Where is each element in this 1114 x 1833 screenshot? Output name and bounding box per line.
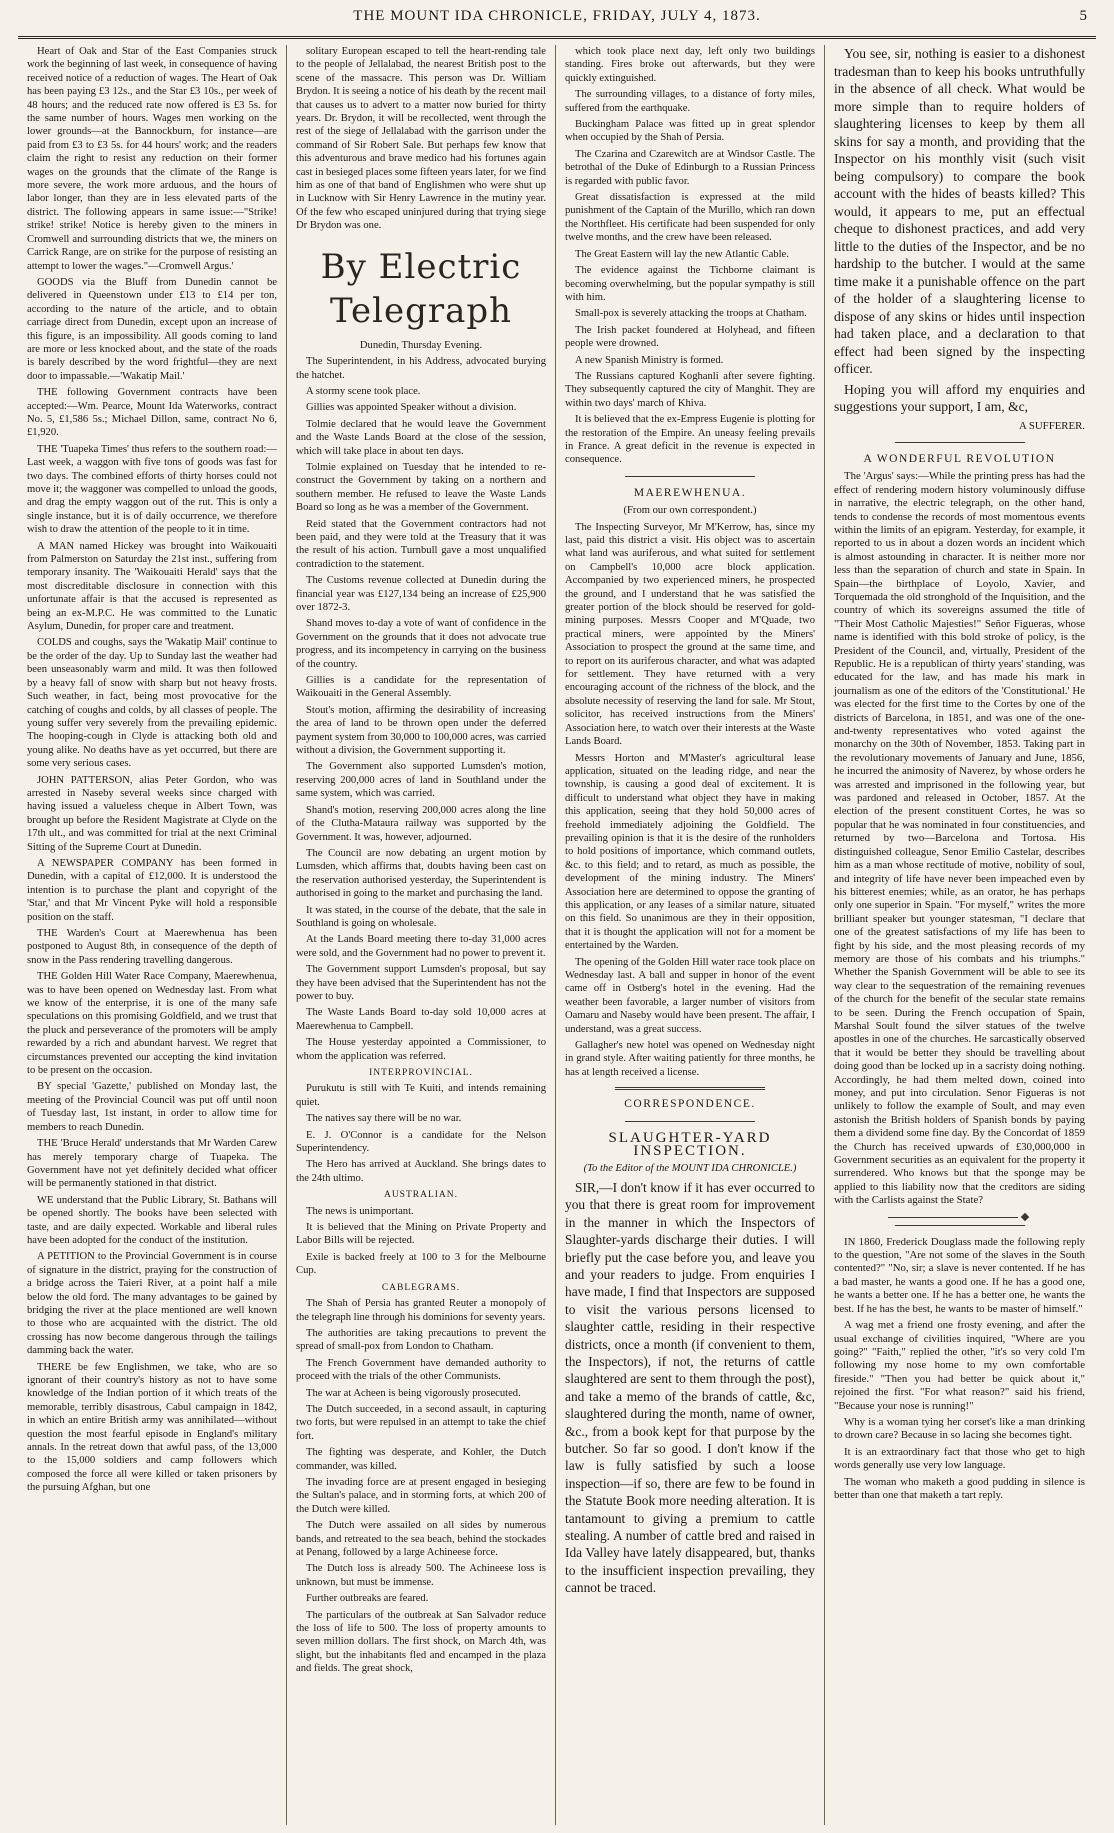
article-paragraph: Gallagher's new hotel was opened on Wednesday night in grand style. After waiting patiently for three months, he has at length received a license. [565, 1040, 815, 1078]
subsection-heading: AUSTRALIAN. [383, 1190, 459, 1201]
news-item: The Shah of Persia has granted Reuter a monopoly of the telegraph line through his dominions for seventy years. [296, 1298, 546, 1323]
article-paragraph: THE 'Tuapeka Times' thus refers to the southern road:—Last week, a waggon with five tons of goods was fast for two days. The combined efforts of thirty horses could not move it; the waggoner was compelled to unload the goods, and drag the empty waggon out of the rut. This is only a single instance, but it is of daily occurrence, we therefore wish to draw the attention of the people to it in time. [27, 443, 277, 536]
news-item: The invading force are at present engaged in besieging the Sultan's palace, and in storming forts, at which 200 of the Dutch were killed. [296, 1476, 546, 1515]
article-paragraph: The 'Argus' says:—While the printing press has had the effect of rendering modern history voluminously diffuse in narrative, the electric telegraph, on the other hand, tends to condense the records of most momentous events within the limits of an epigram. Yesterday, for example, it reported to us in about a dozen words an incident which is almost astounding in character. It is neither more nor less than the separation of church and state in Spain. In Spain—the birthplace of Loyolo, Xavier, and Torquemada the old stronghold of the Inquisition, and the country of which its sovereigns assumed the title of "Their Most Catholic Majesties!" Señor Figueras, whose name is identified with this bold stroke of policy, is the President of the Council, and, virtually, President of the Republic. He is a republican of thirty years' standing, was educated for the law, and has made his mark in journalism as one of the editors of the 'Constitutional.' He was elected for the first time to the Cortes by one of the districts of Barcelona, in 1851, and was one of the one-and-twenty representatives who voted against the monarchy on the 30th of November, 1853. Taking part in the revolutionary movements of January and June, 1856, he incurred the animosity of Naverez, by whose orders he was arrested and imprisoned in the following year, but was pardoned and released in October, 1857. At the election of the present constituent Cortes, he was so popular that he was nominated in four constituencies, and returned by two—Barcelona and Tortosa. His distinguished colleague, Senor Emilio Castelar, describes him as a man whose rectitude of motive, nobility of soul, and integrity of life have never been impeached even by his bitterest enemies; while, as an orator, he has perhaps only one superior in Spain. "For myself," writes the more brilliant speaker but younger statesman, "I declare that one of the greatest satisfactions of my life has been to fight by his side, and the most pleasing records of my memory are those of his combats and his triumphs." Whether the Spanish Government will be able to see its way clear to the sequestration of the remaining revenues of the church for the benefit of the secular state remains to be seen. During the French occupation of Spain, Marshal Soult found the silver statues of the twelve apostles in one of the churches. He sarcastically observed that it would be better they should be travelling about doing good than be locked up in a sacristy doing nothing. Accordingly, he had them melted down, coined into money, and put into circulation. Senor Figueras is not unlikely to follow the example of Soult, and may even astonish the British holders of Spanish bonds by paying them a dividend some fine day. By the Concordat of 1859 the Church has received upwards of £30,000,000 in Government securities as an equivalent for the property it surrendered. Who knows but that the sponge may be applied to this liability now that the creditors are siding with the Carlists against the State? [834, 470, 1085, 1207]
article-paragraph: IN 1860, Frederick Douglass made the following reply to the question, "Are not some of the slaves in the South contented?" "No, sir; a slave is never contented. If he has a bad master, he wants a good one. If he has a good one, he wants a better one. If he has a better one, he wants the best. If he has the best, he wants to be master of himself." [834, 1235, 1085, 1315]
news-item: Shand moves to-day a vote of want of confidence in the Government on the grounds that it does not advocate true progress, and its incompetency in carrying on the business of the country. [296, 618, 546, 670]
news-item: The evidence against the Tichborne claimant is becoming overwhelming, but the popular sympathy is still with him. [565, 265, 815, 303]
news-item: Small-pox is severely attacking the troops at Chatham. [575, 308, 807, 320]
news-item: Shand's motion, reserving 200,000 acres along the line of the Clutha-Mataura railway was supported by the Government. It was, however, adjourned. [296, 804, 546, 843]
news-item: Tolmie explained on Tuesday that he intended to re-construct the Government by taking on a northern and southern member. He refused to leave the Waste Lands Board so long as he was a member of the Government. [296, 461, 546, 514]
article-paragraph: THE Golden Hill Water Race Company, Maerewhenua, was to have been opened on Wednesday last. From what we know of the enterprise, it is one of the many safe speculations on this promising Goldfield, and we trust that the pluck and perseverance of the promoters will be amply rewarded by a rich and abundant harvest. We regret that circumstances prevented our accepting the kind invitation to be present on the occasion. [27, 971, 277, 1077]
subsection-heading: CABLEGRAMS. [381, 1282, 461, 1293]
article-paragraph: THE 'Bruce Herald' understands that Mr Warden Carew has merely temporary charge of Tuapeka. The Government have not yet definitely decided what officer will be permanently stationed in that district. [27, 1138, 277, 1190]
article-paragraph: JOHN PATTERSON, alias Peter Gordon, who was arrested in Naseby several weeks since charged with having issued a valueless cheque in Albert Town, was brought up before the Resident Magistrate at Clyde on the 17th ult., and was committed for trial at the next Criminal Sitting of the Supreme Court at Dunedin. [27, 774, 277, 853]
news-item: The Waste Lands Board to-day sold 10,000 acres at Maerewhenua to Campbell. [296, 1007, 546, 1032]
column-3 [556, 45, 825, 1825]
section-divider [565, 473, 815, 481]
news-item: It is believed that the Mining on Private Property and Labor Bills will be rejected. [296, 1222, 546, 1247]
article-paragraph: COLDS and coughs, says the 'Wakatip Mail' continue to be the order of the day. Up to Sunday last the weather had been unseasonably warm and mild. It was then followed by a heavy fall of snow with sharp but not heavy frosts. Such weather, in fact, being most provocative for the catching of coughs and colds, by all classes of people. The young suffer very severely from the prevailing epidemic. The hooping-cough in Clyde is attacking both old and young alike. No deaths have as yet occurred, but there are some very serious cases. [27, 637, 277, 770]
masthead-title: THE MOUNT IDA CHRONICLE, FRIDAY, JULY 4, 1873. [353, 8, 761, 24]
article-paragraph: A PETITION to the Provincial Government is in course of signature in the district, praying for the construction of a bridge across the Taieri River, at a point half a mile below the old ford. The many advantages to be gained by bridging the river at the place mentioned are well known to those who are acquainted with the district. The old crossing has now become dangerous through the tailings damming back the water. [27, 1251, 277, 1357]
article-paragraph: The opening of the Golden Hill water race took place on Wednesday last. A ball and supper in honor of the event came off in Ostberg's hotel in the evening. Had the weather been favorable, a larger number of visitors from Oamaru and Naseby would have been present. The affair, I understand, was a great success. [565, 956, 815, 1035]
subsection-heading: INTERPROVINCIAL. [369, 1068, 473, 1078]
column-2 [287, 45, 556, 1825]
news-item: The Russians captured Koghanli after severe fighting. They subsequently captured the city of Manghit. They are within two days' march of Khiva. [565, 370, 815, 409]
news-item: Stout's motion, affirming the desirability of increasing the area of land to be thrown open under the deferred payment system from 30,000 to 100,000 acres, was carried without a division, the Government supporting it. [296, 704, 546, 757]
article-paragraph: A NEWSPAPER COMPANY has been formed in Dunedin, with a capital of £12,000. It is understood the intention is to purchase the plant and copyright of the 'Star,' and that Mr Vincent Pyke will hold a responsible position on the staff. [27, 857, 277, 923]
article-paragraph: The woman who maketh a good pudding in silence is better than one that maketh a tart reply. [834, 1475, 1085, 1501]
news-item: The news is unimportant. [306, 1205, 414, 1217]
article-paragraph: THE following Government contracts have been accepted:—Wm. Pearce, Mount Ida Waterworks, contract No. 5, £1,586 5s.; Michael Dillon, same, contract No 6, £1,920. [27, 387, 277, 439]
news-item: Purukutu is still with Te Kuiti, and intends remaining quiet. [296, 1083, 546, 1108]
section-divider [565, 1118, 815, 1126]
article-paragraph: Why is a woman tying her corset's like a man drinking to drown care? Because in so lacing she becomes tight. [834, 1415, 1085, 1442]
news-item: Gillies was appointed Speaker without a division. [306, 402, 517, 414]
news-item: Exile is backed freely at 100 to 3 for the Melbourne Cup. [296, 1251, 546, 1277]
article-paragraph: WE understand that the Public Library, St. Bathans will be opened shortly. The books have been selected with taste, and are daily expected. Workable and liberal rules have been adopted for the conduct of the institution. [27, 1194, 277, 1246]
news-item: The war at Acheen is being vigorously prosecuted. [306, 1387, 521, 1399]
columns [18, 45, 1096, 1825]
news-item: A stormy scene took place. [306, 385, 421, 397]
letter-signature: A SUFFERER. [1018, 419, 1085, 432]
news-item: The Government support Lumsden's proposal, but say they have been advised that the Superintendent has not the power to buy. [296, 964, 546, 1002]
section-heading: MAEREWHENUA. [633, 486, 747, 499]
section-divider [834, 439, 1085, 447]
news-item: Gillies is a candidate for the representation of Waikouaiti in the General Assembly. [296, 675, 546, 700]
news-item: Great dissatisfaction is expressed at the mild punishment of the Captain of the Murillo, which ran down the Northfleet. His certificate had been suspended for only twelve months, and the crew have been released. [565, 192, 815, 244]
news-item: The Dutch succeeded, in a second assault, in capturing two forts, but were repulsed in an attempt to take the chief fort. [296, 1403, 546, 1442]
news-item: Further outbreaks are feared. [306, 1593, 429, 1605]
news-item: It was stated, in the course of the debate, that the sale in Southland is going on wholesale. [296, 904, 546, 929]
news-item: The Great Eastern will lay the new Atlantic Cable. [575, 248, 789, 260]
article-paragraph: THERE be few Englishmen, we take, who are so ignorant of their country's history as not to have some knowledge of the Indian portion of it which treats of the memorable, terribly disastrous, Cabul campaign in 1842, in which an entire British army was annihilated—without question the most fearful episode in England's military annals. In the retreat down that awful pass, of the 13,000 to the 15,000 soldiers and camp followers which composed the force all were killed or taken prisoners by the pursuing Afghan, but one [27, 1361, 277, 1494]
news-item: Reid stated that the Government contractors had not been paid, and they were told at the Treasury that it was the result of his action. Turnbull gave a most unqualified contradiction to the statement. [296, 518, 546, 570]
news-item: Tolmie declared that he would leave the Government and the Waste Lands Board at the close of the session, which will take place in about ten days. [296, 418, 546, 457]
section-divider [615, 1087, 765, 1090]
news-item: The Czarina and Czarewitch are at Windsor Castle. The betrothal of the Duke of Edinburgh to a Russian Princess is regarded with public favor. [565, 148, 815, 187]
news-item: The Superintendent, in his Address, advocated burying the hatchet. [296, 356, 546, 381]
column-1 [18, 45, 287, 1825]
news-item: The Council are now debating an urgent motion by Lumsden, which affirms that, doubts having been cast on the reservation authorised yesterday, the Superintendent is authorised in going to the market and purchasing the land. [296, 847, 546, 900]
article-paragraph: GOODS via the Bluff from Dunedin cannot be delivered in Queenstown under £13 to £14 per ton, according to the nature of the article, and to obtain carriage direct from Dunedin, except upon an increase of this figure, is an impossibility. All goods coming to land are more or less knocked about, and the state of the roads is barely described by the word frightful—they are next door to impassable.—'Wakatip Mail.' [27, 276, 277, 382]
news-item: The Customs revenue collected at Dunedin during the financial year was £127,134 being an increase of £25,900 over 1872-3. [296, 575, 546, 613]
section-heading: CORRESPONDENCE. [624, 1098, 756, 1111]
letter-paragraph: SIR,—I don't know if it has ever occurred to you that there is great room for improvement in the manner in which the Inspectors of Slaughter-yards discharge their duties. I will briefly put the case before you, and leave you and your readers to judge. From enquiries I have made, I find that Inspectors are supposed to visit the various persons licensed to slaughter cattle, residing in their respective districts, once a month (if convenient to them, the Inspectors), if not, the returns of cattle slaughtered are sent to them through the post), and take a memo of the brands of cattle, &c, slaughtered during the month, name of owner, &c., from a book kept for that purpose by the butcher. So far so good. I don't know if the law is fully satisfied by such a loose inspection—if so, there are few to be found in the Statute Book more needing alteration. It is tantamount to giving a premium to cattle stealing. A number of cattle bred and raised in Ida Valley have lately disappeared, but, thanks to the insufficient inspection prevailing, they cannot be traced. [565, 1179, 815, 1596]
news-item: The fighting was desperate, and Kohler, the Dutch commander, was killed. [296, 1447, 546, 1472]
news-item: The Dutch were assailed on all sides by numerous bands, and retreated to the sea beach, behind the stockades at Penang, followed by a large Achineese force. [296, 1520, 546, 1558]
news-item: The Hero has arrived at Auckland. She brings dates to the 24th ultimo. [296, 1159, 546, 1184]
masthead-rule [18, 36, 1096, 39]
news-item: which took place next day, left only two buildings standing. Fires broke out afterwards, but they were quickly extinguished. [565, 46, 815, 84]
news-item: The Dutch loss is already 500. The Achineese loss is unknown, but must be immense. [296, 1563, 546, 1588]
telegraph-heading: By Electric Telegraph [320, 246, 522, 331]
page-number: 5 [1079, 8, 1088, 24]
article-paragraph: The Inspecting Surveyor, Mr M'Kerrow, has, since my last, paid this district a visit. His object was to ascertain what land was auriferous, and what suited for settlement on Campbell's 10,000 acre block application. Accompanied by two experienced miners, he prospected the ground, and I understand that he was satisfied the greater portion of the block should be reserved for gold-mining purposes. Messrs Cooper and M'Quade, two practical miners, were appointed by the Miners' Association to prospect the ground at the same time, and to report on its auriferous character, and what was adapted for settlement. They have returned with a very encouraging account of the richness of the block, and the absolute necessity of reserving the land for sale. Mr Stout, solicitor, has received instructions from the Miners' Association here, to watch over their interests at the Waste Lands Board. [565, 521, 815, 748]
article-paragraph: A wag met a friend one frosty evening, and after the usual exchange of civilities inquired, "Where are you going?" "Faith," replied the other, "it's so very cold I'm following my nose home to my own comfortable fireside." "Then you had better be quick about it," rejoined the first. "For what reason?" said his friend, "Because your nose is running!" [834, 1319, 1085, 1412]
news-item: The surrounding villages, to a distance of forty miles, suffered from the earthquake. [565, 89, 815, 114]
news-item: The natives say there will be no war. [306, 1113, 462, 1125]
news-item: The French Government have demanded authority to proceed with the trials of the other Communists. [296, 1357, 546, 1383]
byline: (From our own correspondent.) [623, 505, 757, 517]
dateline: Dunedin, Thursday Evening. [359, 339, 483, 351]
letter-heading: SLAUGHTER-YARD INSPECTION. [608, 1129, 772, 1160]
article-paragraph: Messrs Horton and M'Master's agricultural lease application, situated on the leading ridge, and near the township, is causing a good deal of excitement. It is difficult to understand what object they have in making this application, seeing that they hold 50,000 acres of freehold immediately adjoining the Goldfield. The prevailing opinion is that it is the desire of the runholders to hold positions of importance, which command outlets, &c. to this field; and to retard, as much as possible, the development of the mining industry. The Miners' Association here are determined to oppose the granting of this application, or any leases of a similar nature, situated on this field. So unanimous are they in their opposition, that it is thought the application will not for a moment be entertained by the Warden. [565, 752, 815, 952]
section-divider [834, 1214, 1085, 1230]
article-paragraph: It is an extraordinary fact that those who get to high words generally use very low language. [834, 1445, 1085, 1472]
news-item: The Irish packet foundered at Holyhead, and fifteen people were drowned. [565, 324, 815, 350]
article-paragraph: BY special 'Gazette,' published on Monday last, the meeting of the Provincial Council was put off until noon of Tuesday last, 1st instant, in order to allow time for members to reach Dunedin. [27, 1081, 277, 1133]
news-item: The authorities are taking precautions to prevent the spread of small-pox from London to Chatham. [296, 1327, 546, 1353]
news-item: It is believed that the ex-Empress Eugenie is plotting for the restoration of the Empire. An uneasy feeling prevails in France. A great deficit in the revenue is expected in consequence. [565, 414, 815, 466]
letter-paragraph: You see, sir, nothing is easier to a dishonest tradesman than to keep his books untruthfully in the absence of all check. What would be more simple than to require holders of slaughtering licenses to keep by them all skins for say a month, and providing that the Inspector on his monthly visit (such visit being compulsory) to compare the book account with the hides of beasts killed? This would, it appears to me, put an effectual cheque to dishonest practices, and add very little to the duties of the Inspector, and be no hardship to the butcher. I would at the same time make it a punishable offence on the part of the holder of a slaughtering license to dispose of any skins or hides until inspection had taken place, and a declaration to that effect had been signed by the inspecting officer. [834, 46, 1085, 376]
article-paragraph: THE Warden's Court at Maerewhenua has been postponed to August 8th, in consequence of the depth of snow in the Pass rendering travelling dangerous. [27, 928, 277, 966]
article-paragraph: A MAN named Hickey was brought into Waikouaiti from Palmerston on Saturday the 21st inst., suffering from temporary insanity. The 'Waikouaiti Herald' says that the most discreditable disclosure in connection with this unfortunate affair is that the accused is represented as being an ex-M.P.C. He was committed to the Lunatic Asylum, Dunedin, for proper care and treatment. [27, 540, 277, 633]
letter-paragraph: Hoping you will afford my enquiries and suggestions your support, I am, &c, [834, 381, 1085, 414]
news-item: The Government also supported Lumsden's motion, reserving 200,000 acres of land in Southland under the same system, which was carried. [296, 761, 546, 800]
news-item: E. J. O'Connor is a candidate for the Nelson Superintendency. [296, 1129, 546, 1155]
column-4 [825, 45, 1094, 1825]
news-item: Buckingham Palace was fitted up in great splendor when occupied by the Shah of Persia. [565, 119, 815, 144]
news-item: At the Lands Board meeting there to-day 31,000 acres were sold, and the Government had no power to prevent it. [296, 934, 546, 959]
news-item: A new Spanish Ministry is formed. [575, 354, 724, 366]
letter-address: (To the Editor of the MOUNT IDA CHRONICLE.) [583, 1163, 797, 1175]
article-paragraph: Heart of Oak and Star of the East Companies struck work the beginning of last week, in consequence of having received notice of a reduction of wages. The Heart of Oak has been paying £3 12s., and the Star £3 10s., per week of 48 hours; and the reduced rate now offered is £3 5s. for the same number of hours. Wages men working on the lower grounds—at the Bannockburn, for instance—are paid from £3 to £3 5s. for 44 hours' work; and the readers claim the right to resist any reduction on their former wages on the grounds that the climate of the Range is more severe, the work more arduous, and the hours of labor longer, than they are in less elevated parts of the district. The following appears in same issue:—"Strike! strike! strike! Notice is hereby given to the miners in Cromwell and surrounding districts that we, the miners on Carrick Range, are on strike for the purpose of resisting an attempt to lower the wages."—Cromwell Argus.' [27, 46, 277, 272]
masthead [18, 8, 1096, 34]
news-item: The particulars of the outbreak at San Salvador reduce the loss of life to 500. The loss of property amounts to seven million dollars. The first shock, on March 4th, was slight, but the inhabitants fled and encamped in the plaza and fields. The great shock, [296, 1609, 546, 1675]
news-item: The House yesterday appointed a Commissioner, to whom the application was referred. [296, 1037, 546, 1062]
article-paragraph: solitary European escaped to tell the heart-rending tale to the people of Jellalabad, the nearest British post to the scene of the massacre. This person was Dr. William Brydon. It is seeing a notice of his death by the recent mail that causes us to advert to a matter now buried for thirty years. Dr. Brydon, it will be recollected, went through the rest of the siege of Jellalabad with the garrison under the command of Sir Robert Sale. But perhaps few know that this adventurous and brave medico had his fortunes again cast in besieged places some fifteen years later, for we find him as one of that band of Englishmen who were shut up in Lucknow with Sir Henry Lawrence in the mutiny year. Of the few who escaped uninjured during that trying siege Dr Brydon was one. [296, 46, 546, 232]
section-heading: A WONDERFUL REVOLUTION [863, 452, 1056, 465]
